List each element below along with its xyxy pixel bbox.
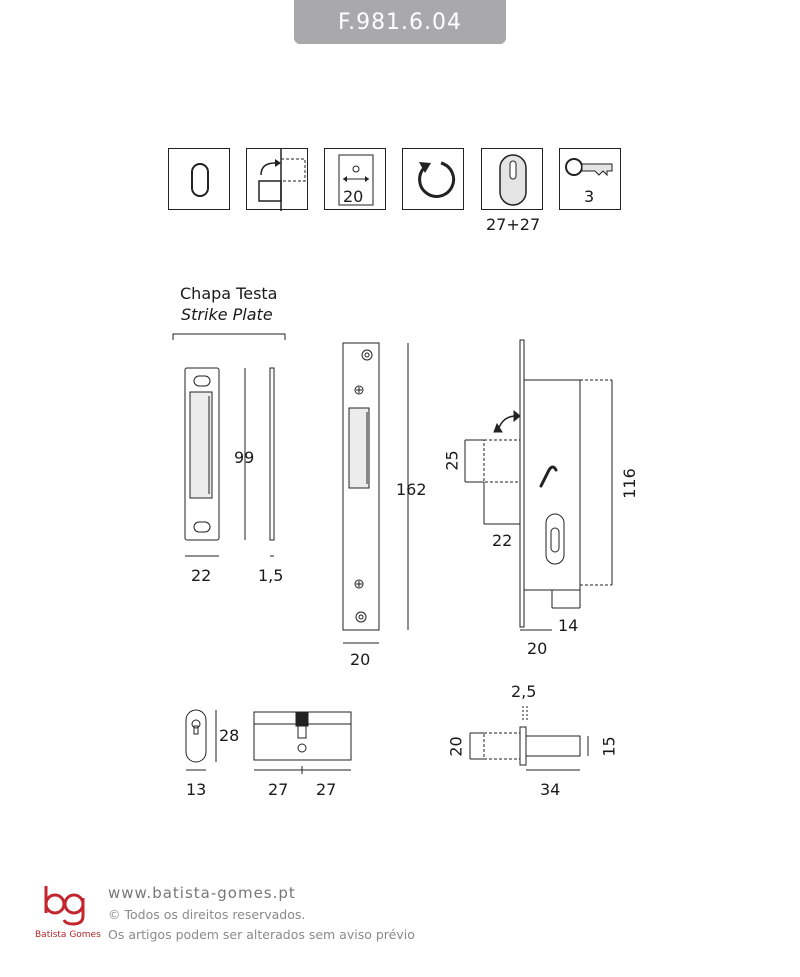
bolt-tongue [526, 736, 580, 756]
bolt-plate [520, 727, 526, 765]
latch-bolt [484, 440, 520, 482]
copyright-symbol: © [108, 907, 121, 922]
cylinder-right-length: 27 [316, 780, 337, 799]
bolt-hidden [484, 733, 520, 759]
notice-text: Os artigos podem ser alterados sem aviso prévio [108, 927, 415, 942]
strike-plate-height: 99 [234, 448, 255, 467]
latch-projection: 22 [492, 531, 513, 550]
lock-width: 20 [527, 639, 548, 658]
cylinder-size-label: 27+27 [486, 215, 541, 234]
faceplate-height: 162 [396, 480, 427, 499]
lock-backset: 14 [558, 616, 579, 635]
cylinder-front [186, 710, 206, 762]
lock-body [524, 380, 580, 590]
strike-plate-side [270, 368, 274, 540]
cylinder-left-length: 27 [268, 780, 289, 799]
strike-plate-subtitle: Strike Plate [181, 305, 273, 324]
product-code: F.981.6.04 [337, 9, 463, 35]
bolt-thickness: 2,5 [511, 682, 537, 701]
lock-body-height: 116 [619, 468, 639, 499]
brand-name: Batista Gomes [35, 930, 101, 940]
strike-plate-thickness: 1,5 [258, 566, 284, 585]
copyright-text: Todos os direitos reservados. [124, 907, 306, 922]
faceplate-width: 20 [350, 650, 371, 669]
strike-plate-title: Chapa Testa [180, 284, 278, 303]
strike-plate-width: 22 [191, 566, 212, 585]
lock-faceplate-side [520, 340, 524, 627]
keys-count: 3 [584, 187, 595, 206]
copyright-line [108, 907, 305, 922]
bolt-height-right: 15 [599, 736, 619, 757]
brand-logo [40, 880, 92, 926]
cylinder-width: 13 [186, 780, 207, 799]
latch-height: 25 [442, 450, 462, 471]
bolt-length: 34 [540, 780, 561, 799]
bolt-height-left: 20 [446, 736, 466, 757]
backset-value: 20 [343, 187, 364, 206]
cylinder-height: 28 [219, 726, 240, 745]
website-link[interactable]: www.batista-gomes.pt [108, 884, 296, 902]
